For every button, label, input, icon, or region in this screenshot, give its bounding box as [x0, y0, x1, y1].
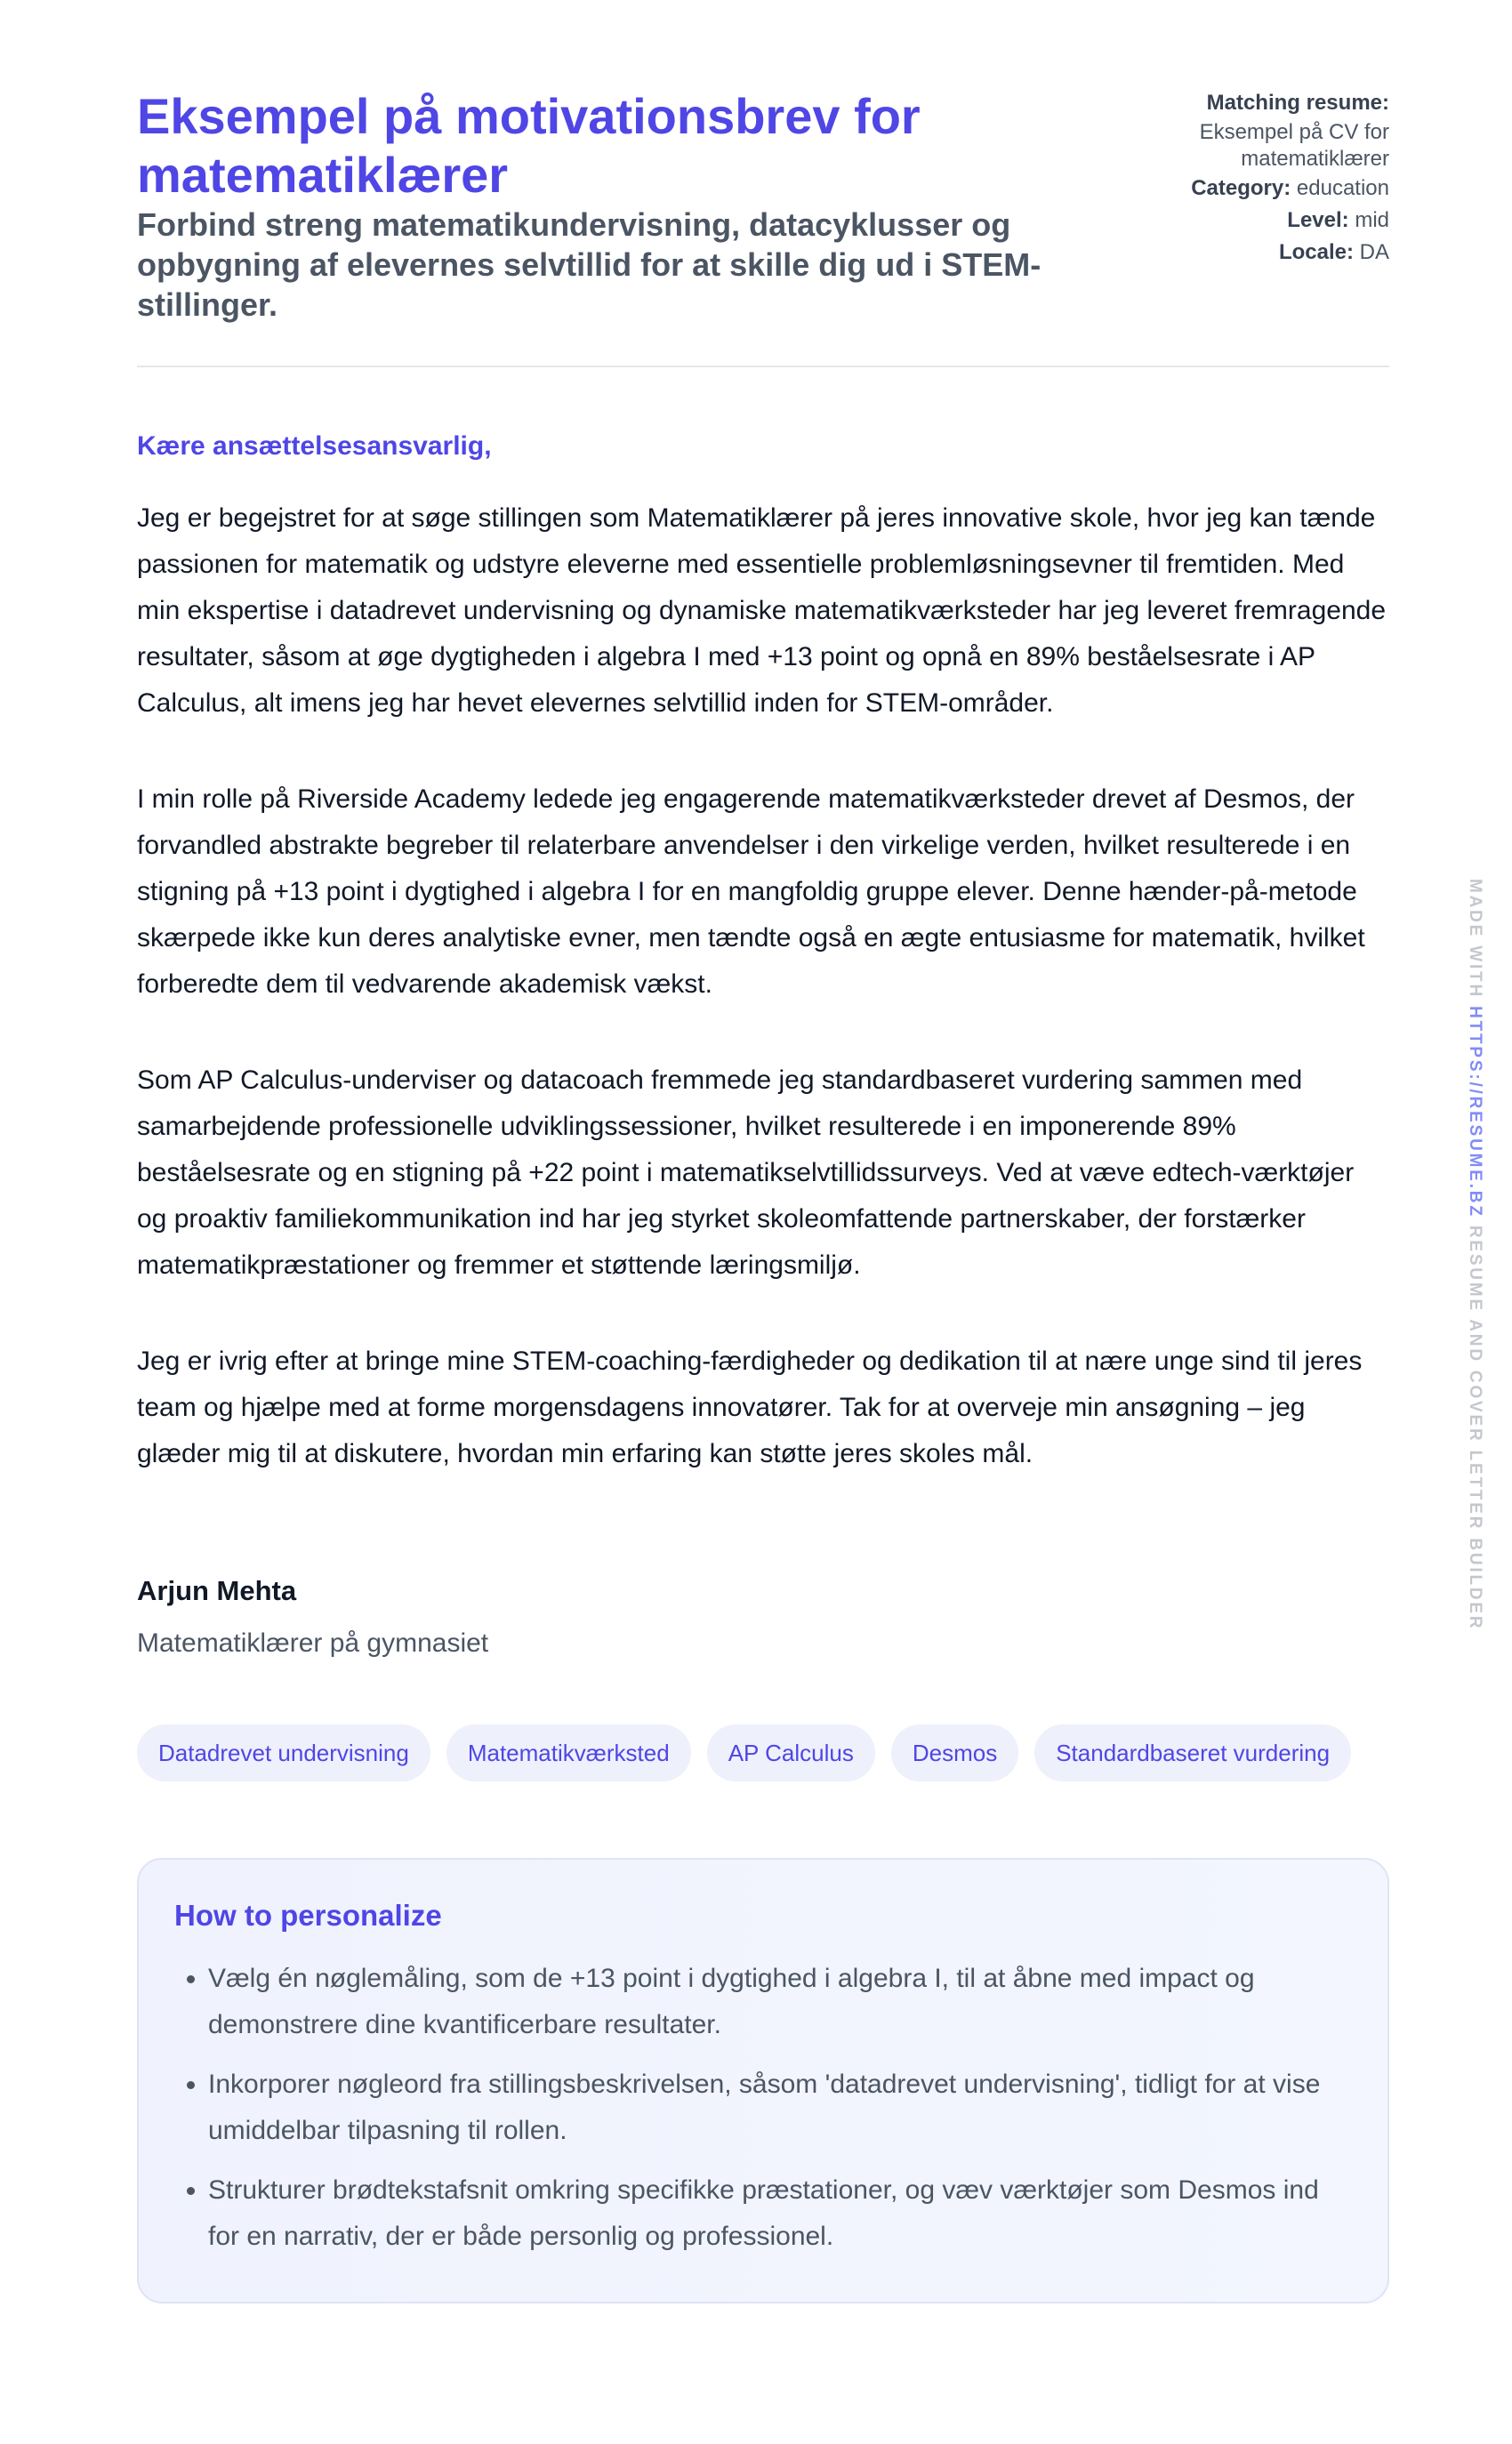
keyword-tag[interactable]: AP Calculus — [707, 1724, 875, 1781]
signature-role: Matematiklærer på gymnasiet — [137, 1628, 489, 1658]
keyword-tag[interactable]: Datadrevet undervisning — [137, 1724, 430, 1781]
meta-category-label: Category: — [1191, 176, 1291, 200]
letter-body — [137, 495, 1389, 1477]
letter-paragraph: Jeg er ivrig efter at bringe mine STEM-coaching-færdigheder og dedikation til at nære unge sind til jeres team og hjælpe med at forme morgensdagens innovatører. Tak for at overveje min ansøgning – jeg glæder mig til at diskutere, hvordan min erfaring kan støtte jeres skoles mål. — [137, 1347, 1363, 1468]
letter-signature — [137, 1575, 1389, 1659]
cover-letter-page — [137, 87, 1389, 2303]
watermark-url-link[interactable]: HTTPS://RESUME.BZ — [1466, 1006, 1484, 1218]
page-subtitle: Forbind streng matematikundervisning, datacyklusser og opbygning af elevernes selvtillid for at skille dig ud i STEM-stillinger. — [137, 206, 1042, 323]
letter-greeting: Kære ansættelsesansvarlig, — [137, 431, 492, 461]
page-title: Eksempel på motivationsbrev for matematiklærer — [137, 88, 921, 203]
keyword-tag[interactable]: Matematikværksted — [446, 1724, 691, 1781]
meta-matching-resume-value[interactable]: Eksempel på CV for matematiklærer — [1199, 120, 1389, 171]
meta-category-value: education — [1296, 176, 1389, 200]
meta-category — [1122, 173, 1389, 205]
keyword-tag[interactable]: Desmos — [891, 1724, 1018, 1781]
personalize-tips-box — [137, 1858, 1389, 2303]
letter-paragraph: I min rolle på Riverside Academy ledede jeg engagerende matematikværksteder drevet af Desmos, der forvandled abstrakte begreber til relaterbare anvendelser i den virkelige verden, hvilket resulterede i en stigning på +13 point i dygtighed i algebra I for en mangfoldig gruppe elever. Denne hænder-på-metode skærpede ikke kun deres analytiske evner, men tændte også en ægte entusiasme for matematik, hvilket forberedte dem til vedvarende akademisk vækst. — [137, 784, 1365, 999]
page-header — [137, 87, 1389, 367]
watermark-prefix: MADE WITH — [1466, 879, 1484, 999]
tips-list — [174, 1956, 1352, 2260]
keyword-tag[interactable]: Standardbaseret vurdering — [1034, 1724, 1351, 1781]
signature-name: Arjun Mehta — [137, 1575, 297, 1606]
tips-item: • Vælg én nøglemåling, som de +13 point i dygtighed i algebra I, til at åbne med impact og demonstrere dine kvantificerbare resultater. — [208, 1956, 1352, 2048]
tips-title: How to personalize — [174, 1899, 442, 1932]
meta-locale — [1122, 237, 1389, 269]
meta-locale-label: Locale: — [1278, 240, 1354, 264]
vertical-watermark — [1463, 879, 1486, 1631]
watermark-suffix: RESUME AND COVER LETTER BUILDER — [1466, 1225, 1484, 1631]
meta-matching-resume — [1122, 87, 1389, 119]
letter-paragraph: Som AP Calculus-underviser og datacoach fremmede jeg standardbaseret vurdering sammen med samarbejdende professionelle udviklingssessioner, hvilket resulterede i en imponerende 89% beståelsesrate og en stigning på +22 point i matematikselvtillidssurveys. Ved at væve edtech-værktøjer og proaktiv familiekommunikation ind har jeg styrket skoleomfattende partnerskaber, der forstærker matematikpræstationer og fremmer et støttende læringsmiljø. — [137, 1065, 1355, 1280]
header-titles — [137, 87, 1080, 325]
tips-item: • Inkorporer nøgleord fra stillingsbeskrivelsen, såsom 'datadrevet undervisning', tidligt for at vise umiddelbar tilpasning til rollen. — [208, 2062, 1352, 2154]
meta-level-label: Level: — [1287, 208, 1349, 232]
meta-locale-value: DA — [1359, 240, 1389, 264]
meta-level-value: mid — [1355, 208, 1389, 232]
watermark-text — [1463, 879, 1486, 1630]
keyword-tags — [137, 1724, 1389, 1781]
meta-matching-resume-label: Matching resume: — [1206, 91, 1389, 115]
meta-panel — [1122, 87, 1389, 269]
tips-item: • Strukturer brødtekstafsnit omkring specifikke præstationer, og væv værktøjer som Desmos ind for en narrativ, der er både personlig og professionel. — [208, 2167, 1352, 2260]
meta-level — [1122, 205, 1389, 237]
letter-paragraph: Jeg er begejstret for at søge stillingen som Matematiklærer på jeres innovative skole, hvor jeg kan tænde passionen for matematik og udstyre eleverne med essentielle problemløsningsevner til fremtiden. Med min ekspertise i datadrevet undervisning og dynamiske matematikværksteder har jeg leveret fremragende resultater, såsom at øge dygtigheden i algebra I med +13 point og opnå en 89% beståelsesrate i AP Calculus, alt imens jeg har hevet elevernes selvtillid inden for STEM-områder. — [137, 503, 1387, 718]
